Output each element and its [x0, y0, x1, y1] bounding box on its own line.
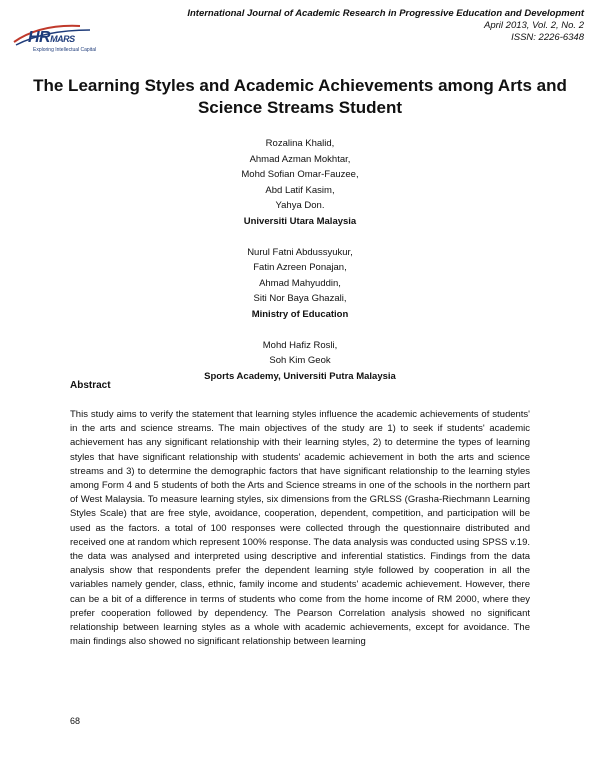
logo-tagline: Exploring Intellectual Capital: [33, 47, 97, 53]
author-name: Ahmad Mahyuddin,: [259, 277, 341, 289]
journal-issue: April 2013, Vol. 2, No. 2: [484, 20, 584, 31]
logo-wordmark: HRMARS: [28, 29, 75, 46]
page-number: 68: [70, 716, 81, 726]
author-name: Abd Latif Kasim,: [265, 184, 335, 196]
journal-issn: ISSN: 2226-6348: [511, 32, 584, 43]
author-name: Siti Nor Baya Ghazali,: [253, 293, 347, 305]
author-affiliation: Universiti Utara Malaysia: [243, 215, 357, 227]
author-block: [0, 136, 600, 384]
author-name: Nurul Fatni Abdussyukur,: [247, 246, 353, 258]
author-affiliation: Ministry of Education: [251, 308, 349, 320]
author-name: Soh Kim Geok: [269, 355, 331, 367]
publisher-logo: [10, 20, 100, 53]
abstract-heading: Abstract: [70, 380, 111, 391]
abstract-body: This study aims to verify the statement that learning styles influence the academic achievements of students' in the arts and science streams. The main objectives of the study are 1) to seek if students' academic achievement has any significant relationship with their learning styles, 2) to determine the types of learning styles that have significant relationship with students' academic achievement in both the arts and science streams and 3) to determine the demographic factors that have significant relationship to the learning styles among Form 4 and 5 students of both the Arts and Science streams in one of the schools in the northern part of West Malaysia. To measure learning styles, six dimensions from the GRLSS (Grasha-Riechmann Learning Styles Scale) that are free style, avoidance, cooperation, dependent, competition, and participation will be used as the factors. a total of 100 responses were collected through the questionnaire distributed and received one at random which represent 100% response. The data analysis was conducted using SPSS v.19. the data was analysed and interpreted using descriptive and inferential statistics. Findings from the data analysis show that respondents prefer the dependent learning style followed by cooperation in all the variables namely gender, class, ethnic, family income and students' academic achievement. However, there can be a bit of a difference in terms of students who come from the home income of RM 2000, where they prefer cooperation followed by dependency. The Pearson Correlation analysis showed no significant relationship between learning styles as a whole with academic achievements, except for avoidance. The main findings also showed no significant relationship between learning: [70, 409, 530, 648]
journal-name: International Journal of Academic Research in Progressive Education and Development: [187, 8, 584, 19]
author-name: Mohd Sofian Omar-Fauzee,: [241, 169, 359, 181]
author-name: Yahya Don.: [275, 200, 325, 212]
author-name: Mohd Hafiz Rosli,: [262, 339, 338, 351]
author-name: Fatin Azreen Ponajan,: [253, 262, 347, 274]
author-name: Rozalina Khalid,: [265, 138, 335, 149]
author-name: Ahmad Azman Mokhtar,: [249, 153, 351, 165]
author-affiliation: Sports Academy, Universiti Putra Malaysia: [204, 370, 396, 382]
paper-title: The Learning Styles and Academic Achievements among Arts and Science Streams Student: [33, 76, 567, 117]
journal-header: [187, 8, 584, 44]
